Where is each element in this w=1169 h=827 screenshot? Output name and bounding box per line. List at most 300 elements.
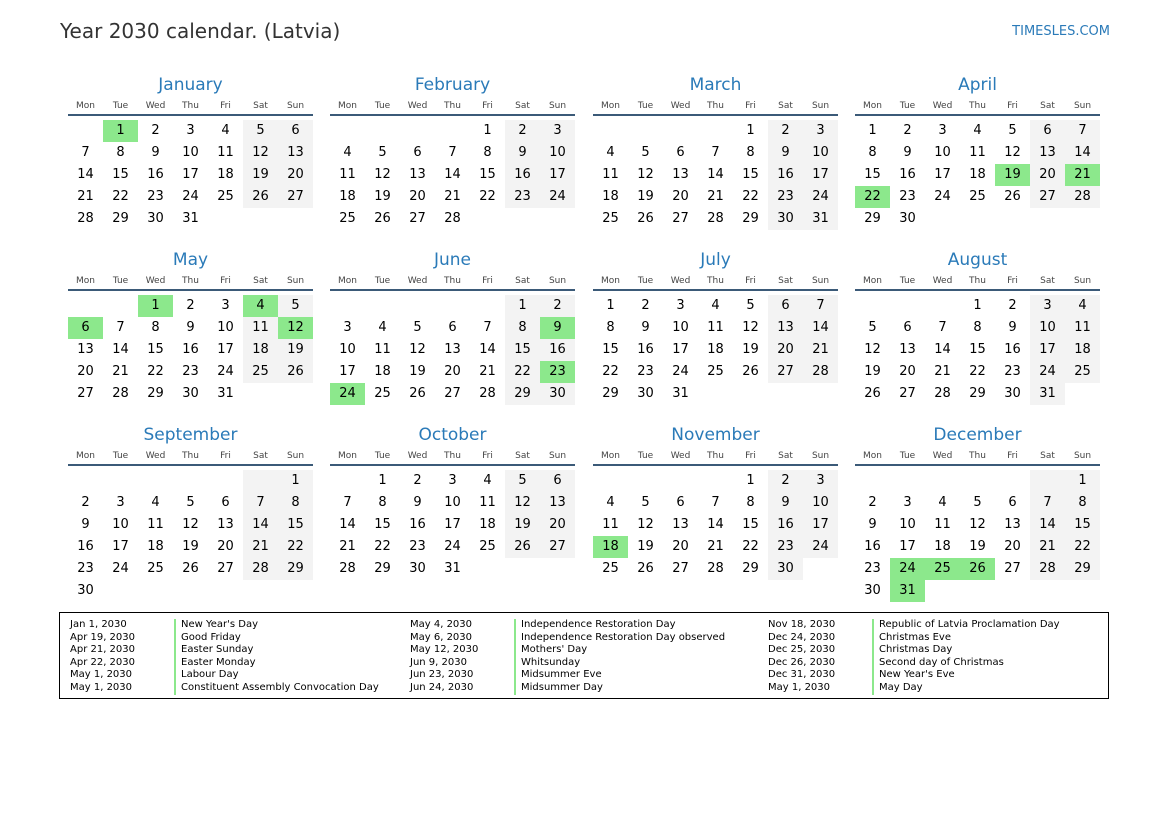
day-cell: 22 bbox=[742, 539, 759, 554]
day-cell: 11 bbox=[339, 167, 356, 182]
empty-cell bbox=[593, 470, 628, 492]
weekday-label: Fri bbox=[745, 451, 756, 461]
weekday-label: Sun bbox=[548, 101, 567, 111]
day-cell: 16 bbox=[899, 167, 916, 182]
day-cell: 17 bbox=[672, 342, 689, 357]
day-cell: 16 bbox=[1004, 342, 1021, 357]
holiday-date: May 1, 2030 bbox=[70, 681, 133, 693]
day-cell: 18 bbox=[217, 167, 234, 182]
day-cell: 25 bbox=[969, 189, 986, 204]
month-april bbox=[855, 74, 1100, 230]
day-cell: 10 bbox=[540, 142, 575, 164]
day-cell: 27 bbox=[672, 211, 689, 226]
day-cell: 9 bbox=[868, 517, 877, 532]
weekday-label: Sun bbox=[548, 276, 567, 286]
day-cell: 6 bbox=[676, 495, 685, 510]
holiday-name: Independence Restoration Day bbox=[514, 619, 676, 632]
weekday-header bbox=[593, 98, 838, 116]
holiday-legend bbox=[59, 612, 1109, 699]
day-cell: 28 bbox=[444, 211, 461, 226]
day-cell: 4 bbox=[711, 298, 720, 313]
day-cell: 11 bbox=[479, 495, 496, 510]
weekday-header bbox=[855, 273, 1100, 291]
day-cell: 14 bbox=[1065, 142, 1100, 164]
weekday-label: Fri bbox=[1007, 101, 1018, 111]
day-cell: 2 bbox=[186, 298, 195, 313]
day-cell: 16 bbox=[505, 164, 540, 186]
day-cell: 15 bbox=[112, 167, 129, 182]
day-cell: 19 bbox=[243, 164, 278, 186]
day-cell: 22 bbox=[374, 539, 391, 554]
day-cell: 29 bbox=[969, 386, 986, 401]
page-title: Year 2030 calendar. (Latvia) bbox=[60, 19, 341, 43]
day-cell: 29 bbox=[602, 386, 619, 401]
day-cell: 26 bbox=[637, 211, 654, 226]
day-cell: 24 bbox=[672, 364, 689, 379]
day-cell: 31 bbox=[1030, 383, 1065, 405]
weekday-label: Sun bbox=[1073, 276, 1092, 286]
weekday-label: Mon bbox=[76, 451, 95, 461]
day-cell: 2 bbox=[1008, 298, 1017, 313]
day-cell: 3 bbox=[343, 320, 352, 335]
day-cell: 9 bbox=[641, 320, 650, 335]
empty-cell bbox=[768, 383, 803, 405]
day-cell: 23 bbox=[409, 539, 426, 554]
empty-cell bbox=[855, 470, 890, 492]
day-cell: 11 bbox=[243, 317, 278, 339]
day-cell: 9 bbox=[186, 320, 195, 335]
empty-cell bbox=[68, 470, 103, 492]
day-cell: 22 bbox=[147, 364, 164, 379]
day-cell: 5 bbox=[278, 295, 313, 317]
month-september bbox=[68, 424, 313, 602]
empty-cell bbox=[243, 580, 278, 602]
day-cell: 24 bbox=[1030, 361, 1065, 383]
day-cell: 20 bbox=[768, 339, 803, 361]
empty-cell bbox=[505, 208, 540, 230]
empty-cell bbox=[103, 470, 138, 492]
empty-cell bbox=[243, 383, 278, 405]
day-cell: 21 bbox=[339, 539, 356, 554]
weekday-label: Wed bbox=[145, 451, 166, 461]
empty-cell bbox=[925, 208, 960, 230]
day-cell: 18 bbox=[934, 539, 951, 554]
day-cell: 13 bbox=[1004, 517, 1021, 532]
day-cell: 20 bbox=[217, 539, 234, 554]
brand-link[interactable]: TIMESLES.COM bbox=[1012, 24, 1110, 39]
day-grid bbox=[855, 295, 1100, 405]
day-cell: 7 bbox=[1065, 120, 1100, 142]
day-cell: 9 bbox=[768, 492, 803, 514]
empty-cell bbox=[278, 208, 313, 230]
day-cell: 29 bbox=[112, 211, 129, 226]
weekday-label: Tue bbox=[899, 451, 916, 461]
day-cell: 15 bbox=[969, 342, 986, 357]
weekday-label: Fri bbox=[220, 451, 231, 461]
day-cell: 26 bbox=[505, 536, 540, 558]
day-cell: 21 bbox=[112, 364, 129, 379]
day-cell: 25 bbox=[217, 189, 234, 204]
holiday-name: Easter Sunday bbox=[174, 644, 253, 657]
day-cell: 30 bbox=[768, 208, 803, 230]
day-cell: 26 bbox=[374, 211, 391, 226]
day-cell: 23 bbox=[768, 536, 803, 558]
day-cell: 1 bbox=[973, 298, 982, 313]
empty-cell bbox=[663, 470, 698, 492]
weekday-label: Tue bbox=[899, 276, 916, 286]
empty-cell bbox=[365, 120, 400, 142]
day-cell: 15 bbox=[1065, 514, 1100, 536]
holiday-date: Dec 24, 2030 bbox=[768, 631, 836, 643]
day-cell: 4 bbox=[221, 123, 230, 138]
weekday-header bbox=[330, 448, 575, 466]
day-cell: 5 bbox=[973, 495, 982, 510]
weekday-label: Sun bbox=[1073, 451, 1092, 461]
day-cell: 19 bbox=[969, 539, 986, 554]
day-cell: 25 bbox=[243, 361, 278, 383]
day-cell: 11 bbox=[1065, 317, 1100, 339]
weekday-label: Sun bbox=[1073, 101, 1092, 111]
day-cell: 6 bbox=[1030, 120, 1065, 142]
day-cell: 6 bbox=[676, 145, 685, 160]
empty-cell bbox=[173, 470, 208, 492]
day-cell: 20 bbox=[540, 514, 575, 536]
weekday-label: Wed bbox=[407, 101, 428, 111]
weekday-label: Fri bbox=[482, 101, 493, 111]
day-cell: 28 bbox=[1065, 186, 1100, 208]
holiday-name: Constituent Assembly Convocation Day bbox=[174, 682, 379, 695]
day-cell: 27 bbox=[444, 386, 461, 401]
day-cell: 20 bbox=[672, 189, 689, 204]
day-cell: 28 bbox=[707, 561, 724, 576]
day-cell: 2 bbox=[81, 495, 90, 510]
day-cell: 5 bbox=[1008, 123, 1017, 138]
day-cell: 19 bbox=[742, 342, 759, 357]
day-cell: 10 bbox=[672, 320, 689, 335]
weekday-label: Tue bbox=[374, 451, 391, 461]
weekday-label: Sat bbox=[1040, 101, 1055, 111]
empty-cell bbox=[103, 580, 138, 602]
empty-cell bbox=[138, 580, 173, 602]
weekday-label: Wed bbox=[932, 101, 953, 111]
day-cell: 22 bbox=[505, 361, 540, 383]
holiday-name: Midsummer Eve bbox=[514, 669, 602, 682]
empty-cell bbox=[1065, 383, 1100, 405]
day-cell: 1 bbox=[746, 473, 755, 488]
day-cell: 10 bbox=[803, 492, 838, 514]
weekday-label: Thu bbox=[707, 101, 724, 111]
day-cell: 23 bbox=[77, 561, 94, 576]
day-cell: 7 bbox=[711, 145, 720, 160]
day-cell: 30 bbox=[540, 383, 575, 405]
day-cell: 5 bbox=[505, 470, 540, 492]
day-cell: 8 bbox=[378, 495, 387, 510]
empty-cell bbox=[470, 295, 505, 317]
weekday-header bbox=[68, 448, 313, 466]
weekday-label: Thu bbox=[969, 276, 986, 286]
day-cell: 8 bbox=[746, 145, 755, 160]
holiday-name: Labour Day bbox=[174, 669, 239, 682]
weekday-label: Sat bbox=[1040, 451, 1055, 461]
day-cell: 17 bbox=[182, 167, 199, 182]
day-cell: 17 bbox=[339, 364, 356, 379]
month-june bbox=[330, 249, 575, 405]
day-cell: 5 bbox=[868, 320, 877, 335]
day-cell: 7 bbox=[81, 145, 90, 160]
day-cell: 8 bbox=[505, 317, 540, 339]
day-cell: 3 bbox=[116, 495, 125, 510]
day-cell: 15 bbox=[864, 167, 881, 182]
day-cell: 1 bbox=[505, 295, 540, 317]
weekday-label: Wed bbox=[407, 451, 428, 461]
day-cell: 10 bbox=[934, 145, 951, 160]
day-cell: 20 bbox=[899, 364, 916, 379]
weekday-label: Thu bbox=[707, 276, 724, 286]
day-cell: 7 bbox=[938, 320, 947, 335]
day-cell: 14 bbox=[444, 167, 461, 182]
day-cell: 1 bbox=[868, 123, 877, 138]
holiday-day: 21 bbox=[1065, 164, 1100, 186]
day-cell: 19 bbox=[278, 339, 313, 361]
weekday-label: Tue bbox=[637, 276, 654, 286]
weekday-label: Tue bbox=[637, 101, 654, 111]
holiday-name: Second day of Christmas bbox=[872, 657, 1004, 670]
day-cell: 19 bbox=[409, 364, 426, 379]
day-grid bbox=[593, 295, 838, 405]
day-cell: 30 bbox=[1004, 386, 1021, 401]
day-cell: 28 bbox=[1030, 558, 1065, 580]
empty-cell bbox=[960, 580, 995, 602]
day-cell: 4 bbox=[606, 145, 615, 160]
day-cell: 10 bbox=[339, 342, 356, 357]
holiday-day: 6 bbox=[68, 317, 103, 339]
empty-cell bbox=[733, 383, 768, 405]
day-grid bbox=[68, 295, 313, 405]
day-cell: 20 bbox=[1030, 164, 1065, 186]
weekday-header bbox=[855, 98, 1100, 116]
empty-cell bbox=[540, 208, 575, 230]
day-cell: 6 bbox=[1008, 495, 1017, 510]
day-cell: 3 bbox=[676, 298, 685, 313]
day-cell: 14 bbox=[112, 342, 129, 357]
day-cell: 26 bbox=[243, 186, 278, 208]
weekday-label: Tue bbox=[637, 451, 654, 461]
day-cell: 14 bbox=[707, 517, 724, 532]
day-cell: 14 bbox=[1030, 514, 1065, 536]
day-cell: 18 bbox=[969, 167, 986, 182]
day-cell: 12 bbox=[864, 342, 881, 357]
weekday-label: Fri bbox=[220, 276, 231, 286]
day-cell: 18 bbox=[707, 342, 724, 357]
day-cell: 23 bbox=[1004, 364, 1021, 379]
day-cell: 23 bbox=[768, 186, 803, 208]
empty-cell bbox=[243, 470, 278, 492]
day-cell: 10 bbox=[217, 320, 234, 335]
day-cell: 11 bbox=[602, 167, 619, 182]
holiday-day: 4 bbox=[243, 295, 278, 317]
day-cell: 19 bbox=[505, 514, 540, 536]
day-cell: 12 bbox=[637, 167, 654, 182]
weekday-label: Tue bbox=[374, 276, 391, 286]
empty-cell bbox=[208, 208, 243, 230]
day-cell: 5 bbox=[378, 145, 387, 160]
day-cell: 30 bbox=[147, 211, 164, 226]
day-cell: 15 bbox=[479, 167, 496, 182]
day-cell: 15 bbox=[374, 517, 391, 532]
day-cell: 8 bbox=[278, 492, 313, 514]
day-cell: 12 bbox=[243, 142, 278, 164]
holiday-name: Midsummer Day bbox=[514, 682, 603, 695]
empty-cell bbox=[400, 120, 435, 142]
weekday-header bbox=[68, 98, 313, 116]
day-cell: 11 bbox=[147, 517, 164, 532]
day-cell: 29 bbox=[1065, 558, 1100, 580]
day-cell: 30 bbox=[899, 211, 916, 226]
day-cell: 17 bbox=[803, 164, 838, 186]
day-cell: 22 bbox=[1065, 536, 1100, 558]
weekday-label: Sun bbox=[548, 451, 567, 461]
day-cell: 15 bbox=[742, 167, 759, 182]
day-cell: 27 bbox=[217, 561, 234, 576]
day-cell: 2 bbox=[868, 495, 877, 510]
month-name: May bbox=[172, 250, 209, 270]
day-cell: 25 bbox=[602, 561, 619, 576]
day-cell: 16 bbox=[768, 514, 803, 536]
empty-cell bbox=[138, 470, 173, 492]
empty-cell bbox=[925, 295, 960, 317]
day-cell: 1 bbox=[746, 123, 755, 138]
day-cell: 9 bbox=[1008, 320, 1017, 335]
day-cell: 13 bbox=[672, 517, 689, 532]
holiday-day: 23 bbox=[540, 361, 575, 383]
day-cell: 28 bbox=[934, 386, 951, 401]
day-cell: 10 bbox=[1030, 317, 1065, 339]
holiday-day: 9 bbox=[540, 317, 575, 339]
weekday-label: Sat bbox=[253, 101, 268, 111]
holiday-date: Apr 21, 2030 bbox=[70, 644, 136, 656]
day-cell: 4 bbox=[606, 495, 615, 510]
empty-cell bbox=[103, 295, 138, 317]
weekday-label: Wed bbox=[932, 451, 953, 461]
empty-cell bbox=[698, 120, 733, 142]
day-cell: 24 bbox=[112, 561, 129, 576]
day-cell: 20 bbox=[1004, 539, 1021, 554]
empty-cell bbox=[68, 295, 103, 317]
day-cell: 17 bbox=[217, 342, 234, 357]
empty-cell bbox=[330, 295, 365, 317]
holiday-day: 12 bbox=[278, 317, 313, 339]
day-cell: 16 bbox=[182, 342, 199, 357]
weekday-label: Wed bbox=[145, 101, 166, 111]
day-cell: 13 bbox=[1030, 142, 1065, 164]
holiday-date: May 6, 2030 bbox=[410, 631, 473, 643]
day-cell: 30 bbox=[77, 583, 94, 598]
day-cell: 13 bbox=[672, 167, 689, 182]
empty-cell bbox=[278, 580, 313, 602]
day-cell: 18 bbox=[1065, 339, 1100, 361]
day-cell: 26 bbox=[1004, 189, 1021, 204]
day-cell: 25 bbox=[1065, 361, 1100, 383]
day-cell: 4 bbox=[1065, 295, 1100, 317]
weekday-label: Thu bbox=[707, 451, 724, 461]
day-cell: 14 bbox=[803, 317, 838, 339]
day-cell: 10 bbox=[899, 517, 916, 532]
weekday-label: Sat bbox=[778, 451, 793, 461]
day-cell: 25 bbox=[147, 561, 164, 576]
holiday-date: Jun 23, 2030 bbox=[410, 669, 474, 681]
empty-cell bbox=[435, 295, 470, 317]
weekday-label: Mon bbox=[863, 101, 882, 111]
day-cell: 20 bbox=[444, 364, 461, 379]
weekday-header bbox=[855, 448, 1100, 466]
holiday-date: May 12, 2030 bbox=[410, 644, 479, 656]
day-cell: 27 bbox=[77, 386, 94, 401]
empty-cell bbox=[470, 208, 505, 230]
day-cell: 18 bbox=[374, 364, 391, 379]
day-cell: 21 bbox=[479, 364, 496, 379]
day-cell: 21 bbox=[444, 189, 461, 204]
day-cell: 27 bbox=[278, 186, 313, 208]
day-cell: 14 bbox=[243, 514, 278, 536]
empty-cell bbox=[698, 383, 733, 405]
day-cell: 2 bbox=[768, 120, 803, 142]
day-cell: 23 bbox=[182, 364, 199, 379]
day-cell: 22 bbox=[602, 364, 619, 379]
day-cell: 22 bbox=[278, 536, 313, 558]
day-cell: 7 bbox=[243, 492, 278, 514]
day-cell: 16 bbox=[864, 539, 881, 554]
day-cell: 25 bbox=[479, 539, 496, 554]
weekday-label: Fri bbox=[1007, 276, 1018, 286]
day-cell: 4 bbox=[151, 495, 160, 510]
day-cell: 14 bbox=[707, 167, 724, 182]
day-cell: 5 bbox=[243, 120, 278, 142]
weekday-label: Thu bbox=[182, 101, 199, 111]
day-cell: 15 bbox=[602, 342, 619, 357]
holiday-day: 24 bbox=[890, 558, 925, 580]
holiday-date: Apr 19, 2030 bbox=[70, 631, 136, 643]
day-cell: 26 bbox=[182, 561, 199, 576]
day-cell: 17 bbox=[934, 167, 951, 182]
day-cell: 31 bbox=[217, 386, 234, 401]
day-grid bbox=[855, 470, 1100, 602]
weekday-label: Sat bbox=[515, 451, 530, 461]
weekday-label: Fri bbox=[220, 101, 231, 111]
holiday-name: May Day bbox=[872, 682, 923, 695]
day-cell: 12 bbox=[505, 492, 540, 514]
day-cell: 24 bbox=[803, 186, 838, 208]
day-cell: 22 bbox=[112, 189, 129, 204]
holiday-day: 25 bbox=[925, 558, 960, 580]
holiday-date: Jun 9, 2030 bbox=[410, 656, 467, 668]
weekday-label: Fri bbox=[482, 276, 493, 286]
empty-cell bbox=[803, 383, 838, 405]
day-cell: 21 bbox=[707, 539, 724, 554]
day-cell: 2 bbox=[413, 473, 422, 488]
day-cell: 1 bbox=[606, 298, 615, 313]
holiday-name: Republic of Latvia Proclamation Day bbox=[872, 619, 1060, 632]
day-cell: 21 bbox=[707, 189, 724, 204]
empty-cell bbox=[1065, 208, 1100, 230]
day-cell: 31 bbox=[672, 386, 689, 401]
month-name: March bbox=[689, 75, 742, 95]
day-cell: 5 bbox=[413, 320, 422, 335]
day-cell: 21 bbox=[77, 189, 94, 204]
day-cell: 21 bbox=[243, 536, 278, 558]
day-cell: 12 bbox=[637, 517, 654, 532]
weekday-label: Sun bbox=[286, 101, 305, 111]
empty-cell bbox=[890, 470, 925, 492]
